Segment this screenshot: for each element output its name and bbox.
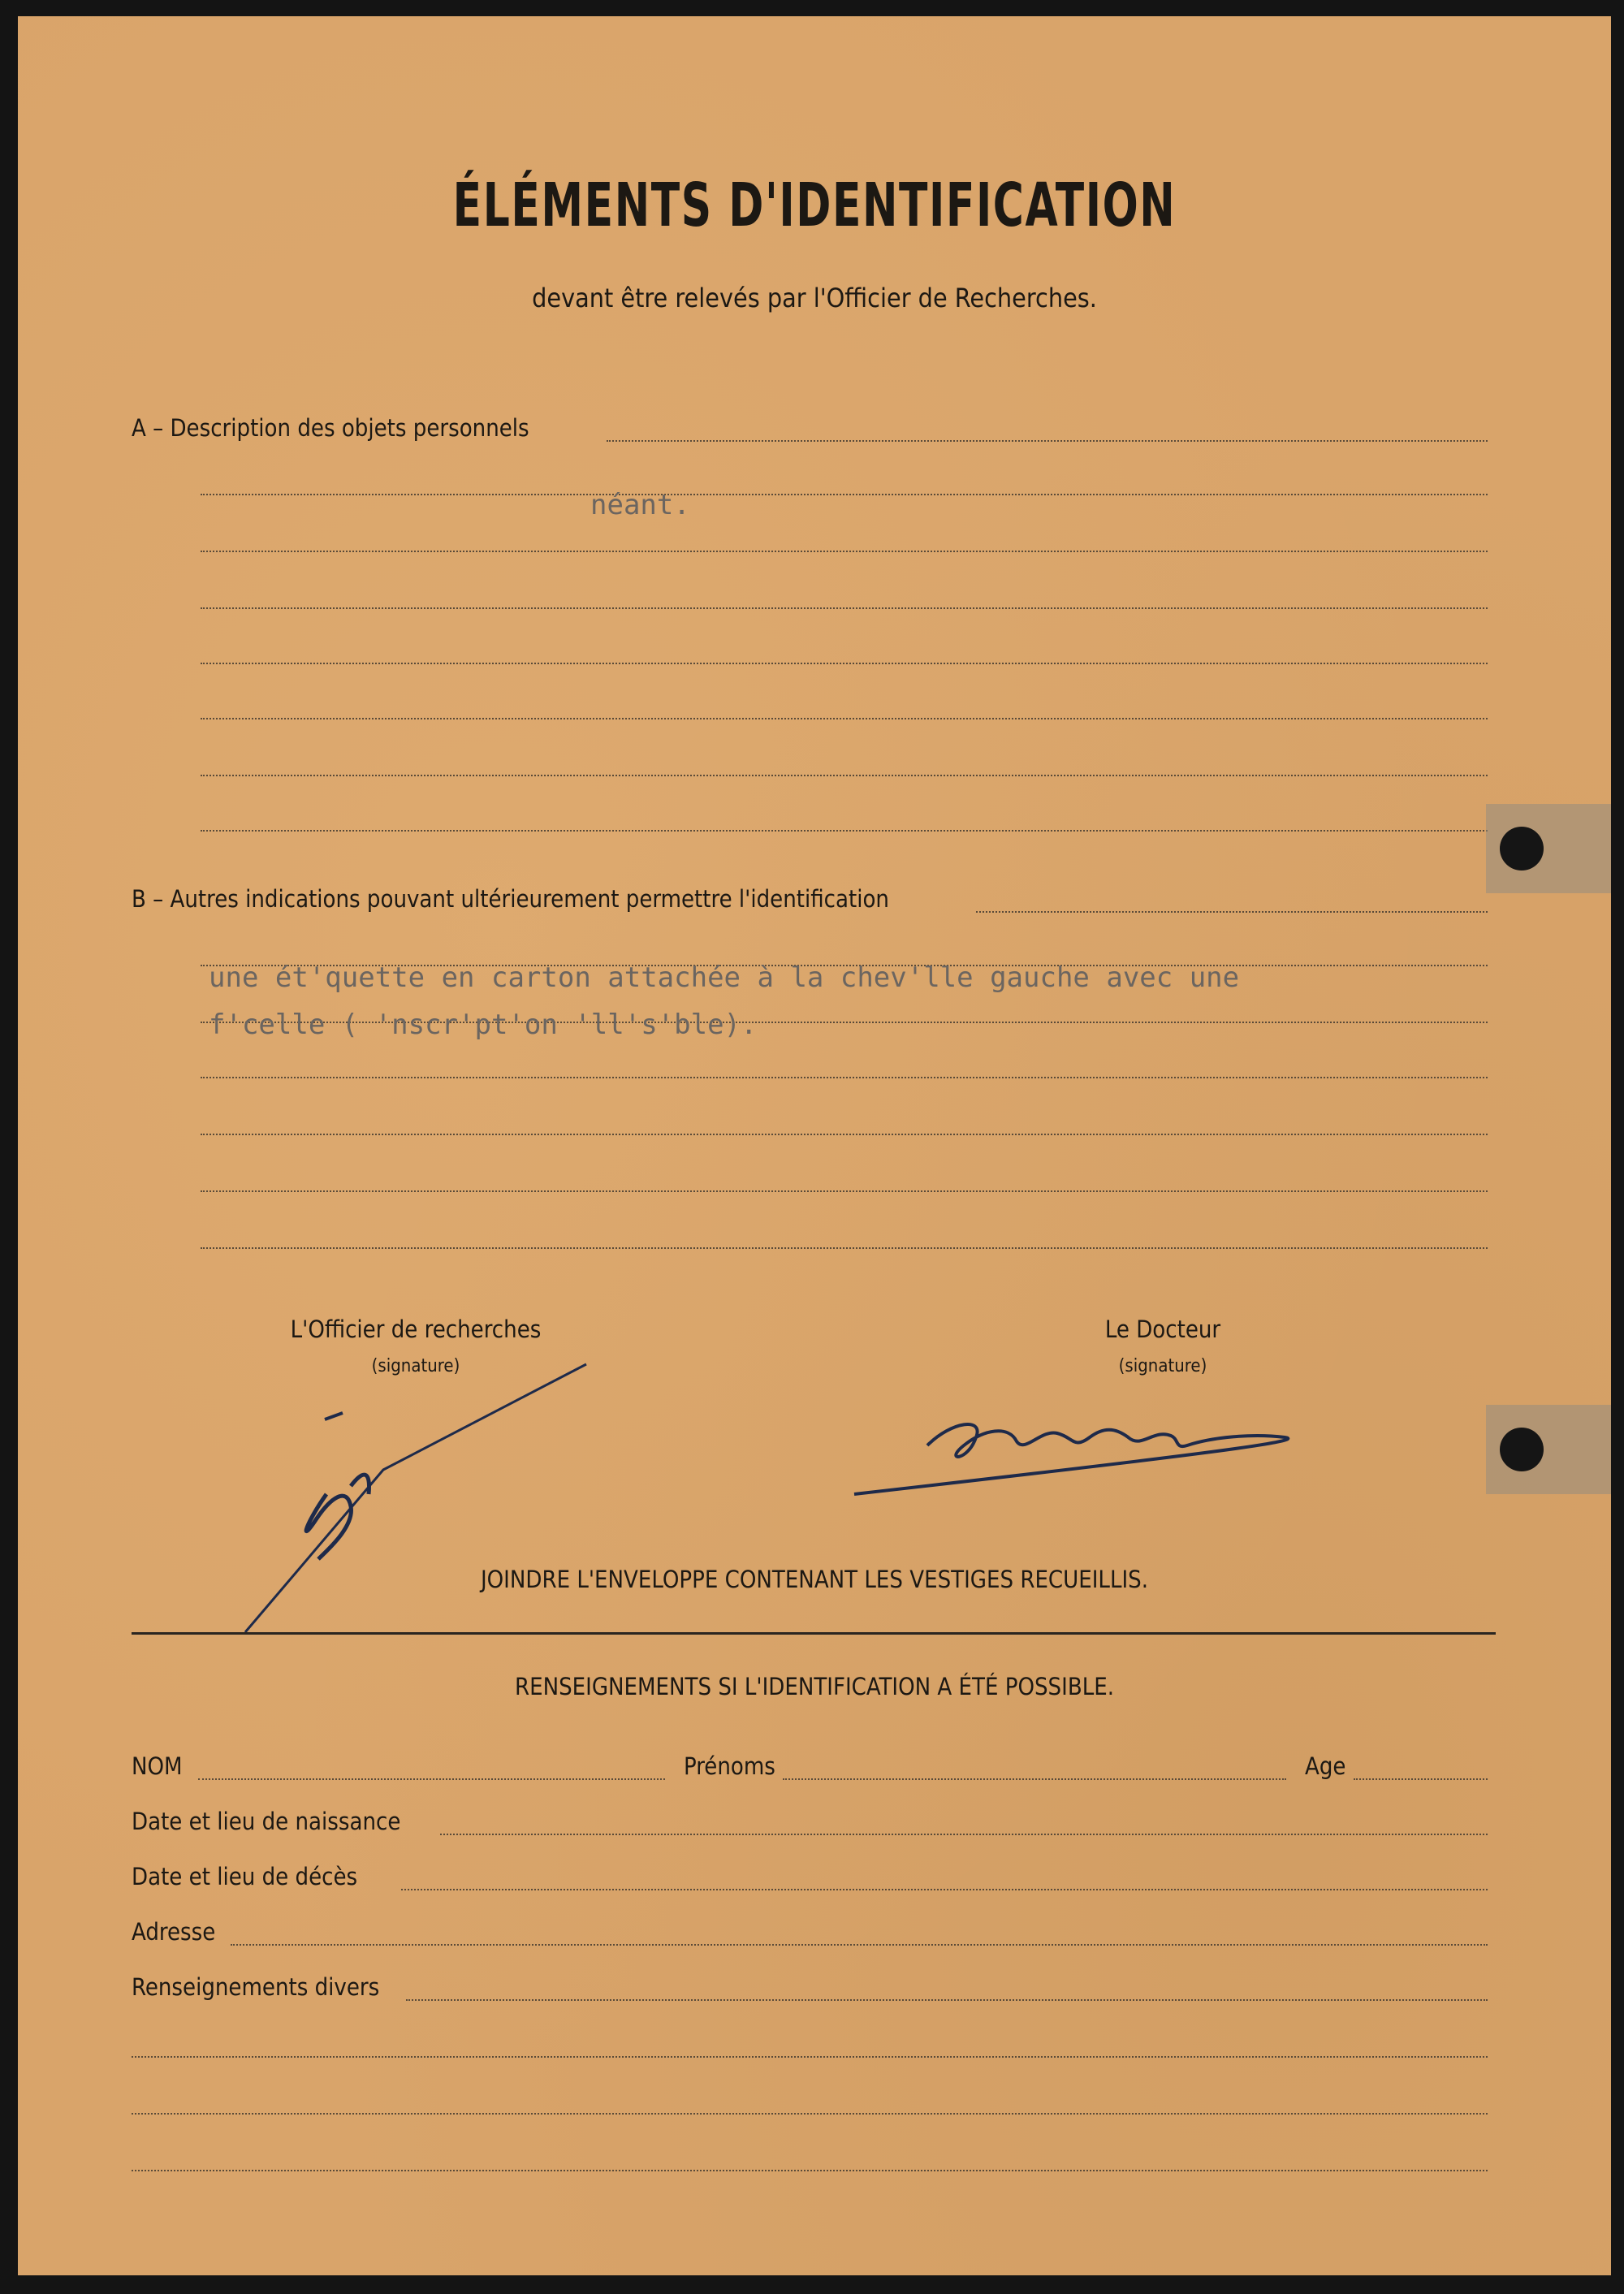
nom-field	[198, 1778, 665, 1780]
form-title: ÉLÉMENTS D'IDENTIFICATION	[452, 171, 1177, 240]
deces-label: Date et lieu de décès	[132, 1863, 358, 1890]
section-b-line-6	[201, 1190, 1488, 1192]
divers-field-line-4	[132, 2170, 1488, 2171]
section-b-entry-line-2: f'celle ( 'nscr'pt'on 'll's'ble).	[209, 1009, 758, 1041]
naissance-field	[440, 1834, 1488, 1835]
prenoms-label: Prénoms	[684, 1752, 775, 1780]
section-a-line-3	[201, 551, 1488, 552]
section-a-line-6	[201, 718, 1488, 719]
doctor-title: Le Docteur	[1104, 1315, 1221, 1343]
punch-hole-icon	[1500, 1428, 1544, 1471]
section-a-line-5	[201, 663, 1488, 664]
identification-form-page	[18, 16, 1611, 2275]
officer-signature-note: (signature)	[371, 1356, 460, 1376]
doctor-signature-note: (signature)	[1118, 1356, 1207, 1376]
section-a-line-4	[201, 607, 1488, 609]
age-field	[1354, 1778, 1488, 1780]
section-a-line-7	[201, 775, 1488, 776]
naissance-label: Date et lieu de naissance	[132, 1808, 401, 1835]
section-b-line-4	[201, 1077, 1488, 1078]
deces-field	[401, 1889, 1488, 1890]
section-a-line-8	[201, 830, 1488, 832]
punch-hole-icon	[1500, 827, 1544, 871]
nom-label: NOM	[132, 1752, 183, 1780]
prenoms-field	[783, 1778, 1286, 1780]
section-a-line-2	[201, 494, 1488, 495]
officer-title: L'Officier de recherches	[290, 1315, 542, 1343]
section-b-label: B – Autres indications pouvant ultérieurement permettre l'identification	[132, 885, 889, 913]
envelope-instruction: JOINDRE L'ENVELOPPE CONTENANT LES VESTIGES RECUEILLIS.	[480, 1566, 1149, 1593]
section-b-entry-line-1: une ét'quette en carton attachée à la chev'lle gauche avec une	[209, 961, 1240, 994]
divers-field-line-1	[406, 1999, 1488, 2001]
section-b-line-1	[976, 911, 1488, 913]
form-subtitle: devant être relevés par l'Officier de Recherches.	[532, 283, 1097, 313]
divers-label: Renseignements divers	[132, 1973, 380, 2001]
divers-field-line-3	[132, 2113, 1488, 2115]
adresse-label: Adresse	[132, 1918, 216, 1946]
section-divider	[132, 1632, 1496, 1635]
section-a-entry: néant.	[590, 489, 690, 521]
section-a-label: A – Description des objets personnels	[132, 414, 529, 442]
identification-heading: RENSEIGNEMENTS SI L'IDENTIFICATION A ÉTÉ POSSIBLE.	[514, 1673, 1115, 1700]
section-b-line-5	[201, 1134, 1488, 1135]
age-label: Age	[1305, 1752, 1346, 1780]
section-b-line-7	[201, 1247, 1488, 1249]
adresse-field	[231, 1944, 1488, 1946]
doctor-signature-icon	[830, 1372, 1382, 1510]
officer-signature-icon	[229, 1348, 619, 1640]
divers-field-line-2	[132, 2056, 1488, 2058]
section-a-line-1	[607, 440, 1488, 442]
